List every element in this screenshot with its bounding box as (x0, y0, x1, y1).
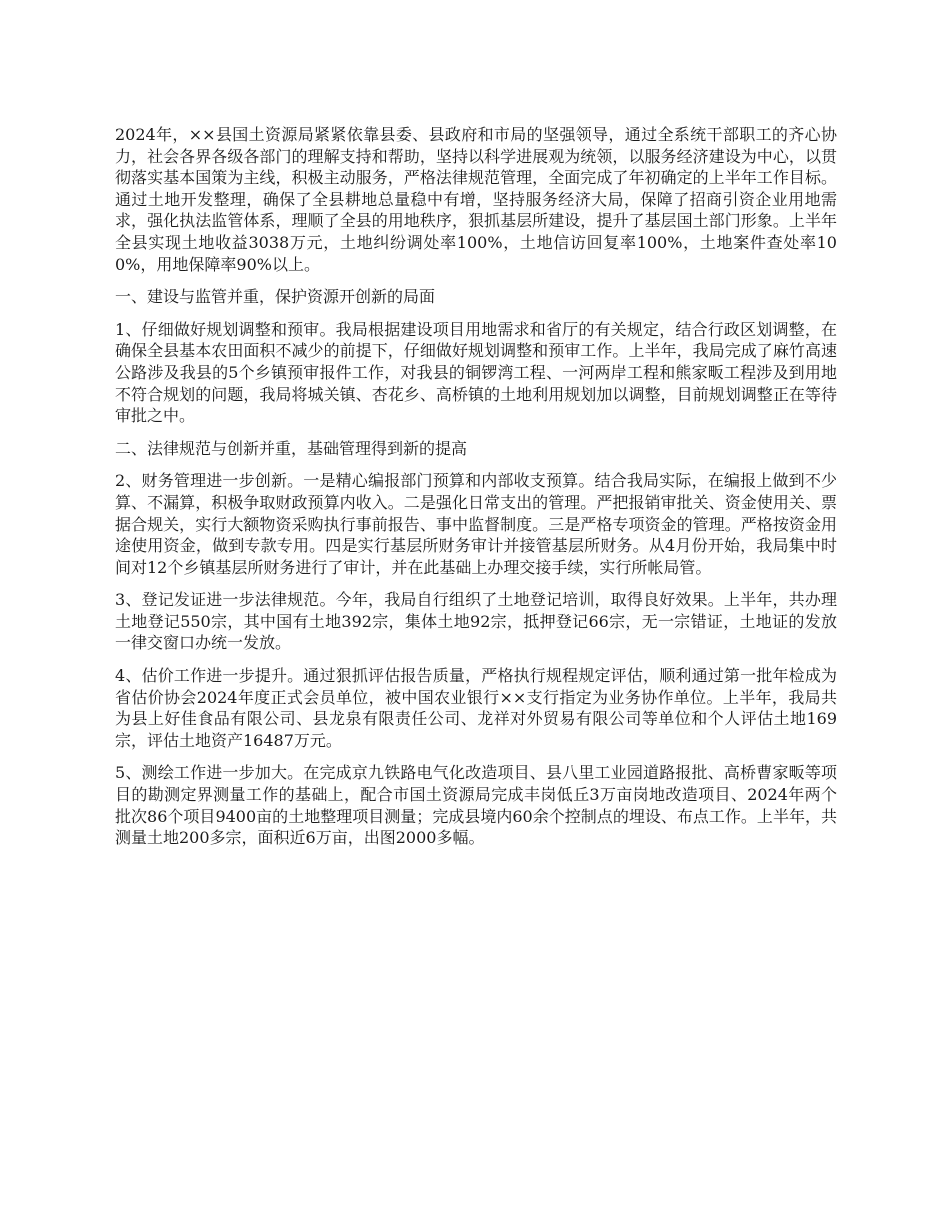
intro-paragraph: 2024年，××县国土资源局紧紧依靠县委、县政府和市局的坚强领导，通过全系统干部职工的齐心协力，社会各界各级各部门的理解支持和帮助，坚持以科学进展观为统领，以服务经济建设为中心，以贯彻落实基本国策为主线，积极主动服务，严格法律规范管理，全面完成了年初确定的上半年工作目标。通过土地开发整理，确保了全县耕地总量稳中有增，坚持服务经济大局，保障了招商引资企业用地需求，强化执法监管体系，理顺了全县的用地秩序，狠抓基层所建设，提升了基层国土部门形象。上半年全县实现土地收益3038万元，土地纠纷调处率100%，土地信访回复率100%，土地案件查处率100%，用地保障率90%以上。 (115, 125, 837, 274)
item-paragraph-3: 3、登记发证进一步法律规范。今年，我局自行组织了土地登记培训，取得良好效果。上半年，共办理土地登记550宗，其中国有土地392宗，集体土地92宗，抵押登记66宗，无一宗错证，土地证的发放一律交窗口办统一发放。 (115, 590, 837, 653)
item-paragraph-2: 2、财务管理进一步创新。一是精心编报部门预算和内部收支预算。结合我局实际，在编报上做到不少算、不漏算，积极争取财政预算内收入。二是强化日常支出的管理。严把报销审批关、资金使用关、票据合规关，实行大额物资采购执行事前报告、事中监督制度。三是严格专项资金的管理。严格按资金用途使用资金，做到专款专用。四是实行基层所财务审计并接管基层所财务。从4月份开始，我局集中时间对12个乡镇基层所财务进行了审计，并在此基础上办理交接手续，实行所帐局管。 (115, 471, 837, 577)
item-paragraph-4: 4、估价工作进一步提升。通过狠抓评估报告质量，严格执行规程规定评估，顺利通过第一批年检成为省估价协会2024年度正式会员单位，被中国农业银行××支行指定为业务协作单位。上半年，我局共为县上好佳食品有限公司、县龙泉有限责任公司、龙祥对外贸易有限公司等单位和个人评估土地169宗，评估土地资产16487万元。 (115, 666, 837, 750)
document-body (115, 124, 837, 860)
section-heading-2: 二、法律规范与创新并重，基础管理得到新的提高 (115, 438, 468, 458)
section-heading-1: 一、建设与监管并重，保护资源开创新的局面 (115, 287, 436, 307)
item-paragraph-5: 5、测绘工作进一步加大。在完成京九铁路电气化改造项目、县八里工业园道路报批、高桥曹家畈等项目的勘测定界测量工作的基础上，配合市国土资源局完成丰岗低丘3万亩岗地改造项目、2024年两个批次86个项目9400亩的土地整理项目测量；完成县境内60余个控制点的埋设、布点工作。上半年，共测量土地200多宗，面积近6万亩，出图2000多幅。 (115, 763, 837, 848)
item-paragraph-1: 1、仔细做好规划调整和预审。我局根据建设项目用地需求和省厅的有关规定，结合行政区划调整，在确保全县基本农田面积不减少的前提下，仔细做好规划调整和预审工作。上半年，我局完成了麻竹高速公路涉及我县的5个乡镇预审报件工作，对我县的铜锣湾工程、一河两岸工程和熊家畈工程涉及到用地不符合规划的问题，我局将城关镇、杏花乡、高桥镇的土地利用规划加以调整，目前规划调整正在等待审批之中。 (115, 319, 837, 426)
